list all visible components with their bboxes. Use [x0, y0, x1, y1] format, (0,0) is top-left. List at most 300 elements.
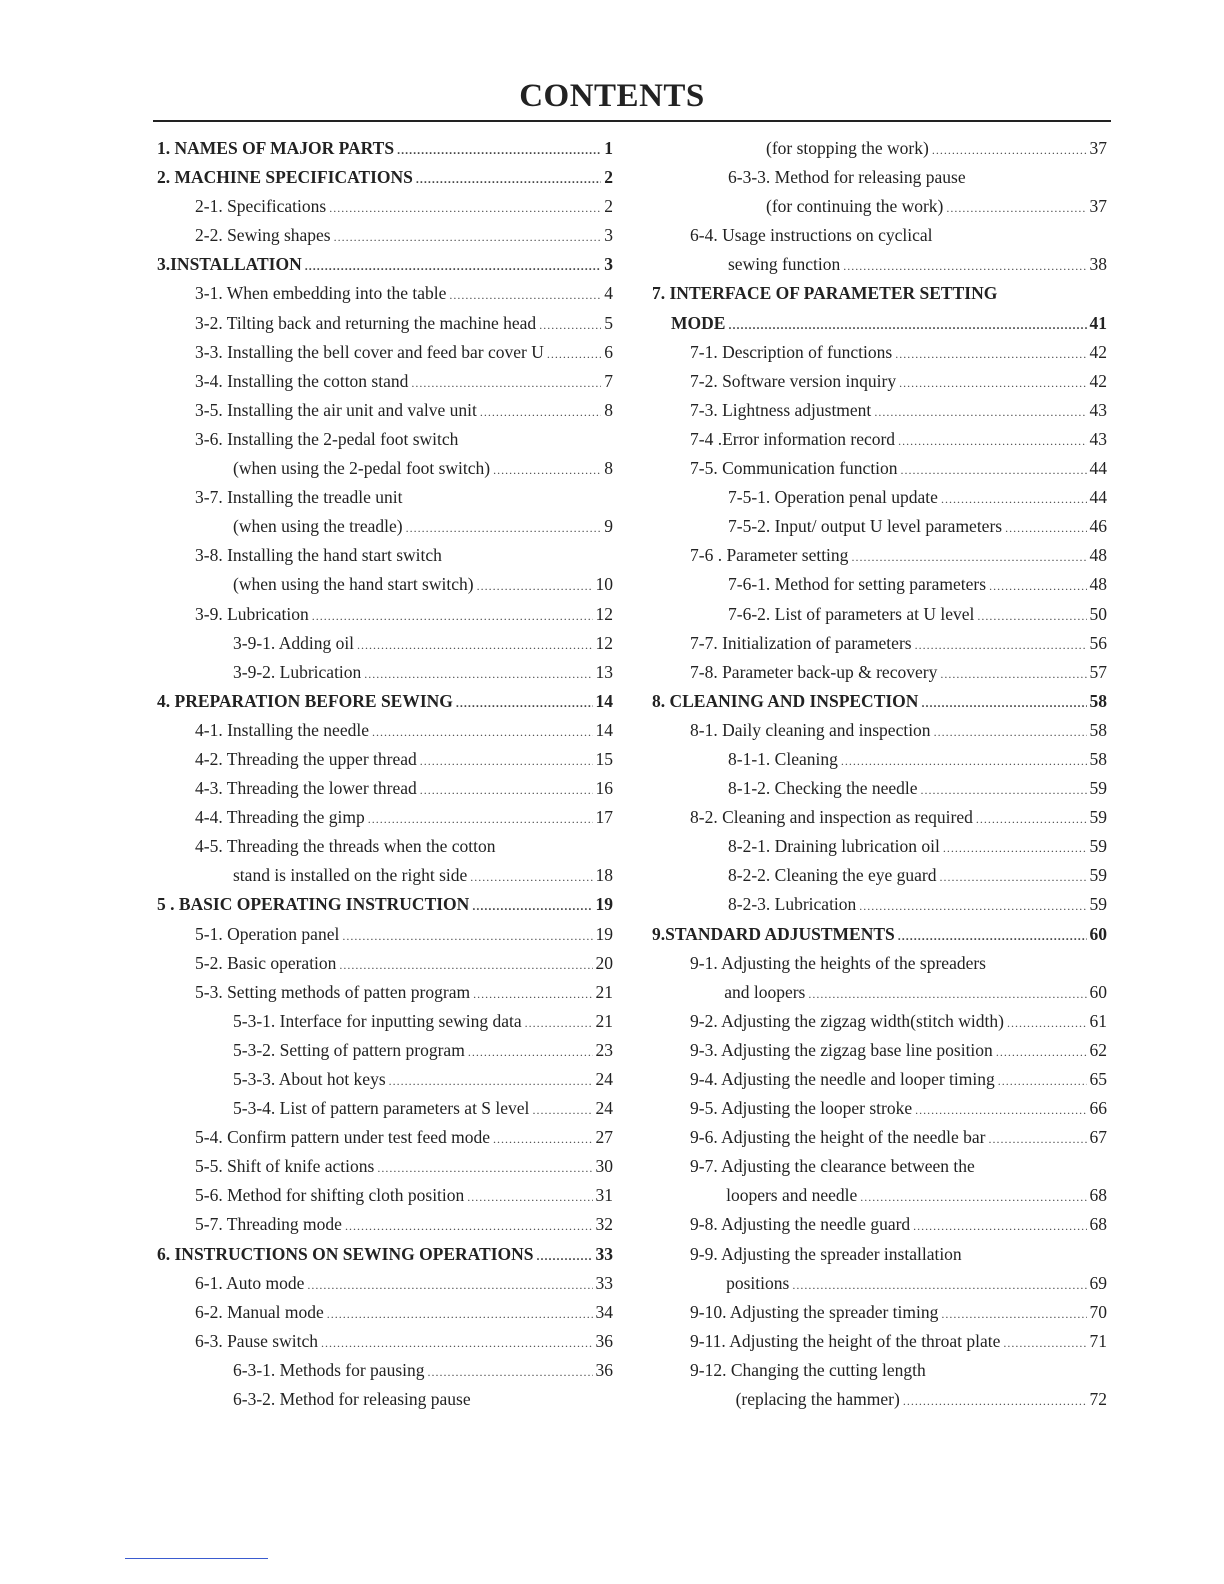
toc-entry[interactable] [157, 978, 613, 1007]
toc-entry-label: 5-4. Confirm pattern under test feed mode [195, 1127, 490, 1148]
toc-entry-label: 6-3. Pause switch [195, 1330, 318, 1351]
toc-dot-leader [932, 136, 1087, 165]
toc-entry[interactable] [157, 134, 613, 163]
toc-entry-label: 6-1. Auto mode [195, 1272, 305, 1293]
toc-entry-label: 3-5. Installing the air unit and valve unit [195, 399, 477, 420]
toc-page-number: 2 [604, 167, 613, 188]
toc-page-number: 33 [595, 1272, 613, 1293]
toc-page-number: 57 [1089, 661, 1107, 682]
toc-page-number: 18 [595, 865, 613, 886]
toc-page-number: 19 [595, 894, 613, 915]
toc-entry[interactable] [157, 192, 613, 221]
toc-dot-leader [1007, 1009, 1087, 1038]
toc-entry[interactable] [652, 1240, 1107, 1269]
toc-entry[interactable] [652, 745, 1107, 774]
toc-page-number: 69 [1089, 1272, 1107, 1293]
toc-entry[interactable] [157, 600, 613, 629]
toc-page-number: 58 [1089, 690, 1107, 711]
toc-page-number: 31 [595, 1185, 613, 1206]
toc-page-number: 66 [1089, 1098, 1107, 1119]
toc-page-number: 59 [1089, 894, 1107, 915]
toc-entry[interactable] [652, 367, 1107, 396]
toc-dot-leader [915, 1096, 1086, 1125]
toc-entry-label: 5-1. Operation panel [195, 923, 340, 944]
toc-entry[interactable] [157, 570, 613, 599]
toc-entry[interactable] [652, 483, 1107, 512]
toc-entry[interactable] [157, 1123, 613, 1152]
toc-page-number: 60 [1089, 981, 1107, 1002]
toc-page-number: 14 [595, 719, 613, 740]
toc-entry-label: 5-3-1. Interface for inputting sewing data [233, 1010, 522, 1031]
toc-dot-leader [1003, 1329, 1086, 1358]
toc-entry-label: positions [726, 1272, 790, 1293]
toc-dot-leader [851, 543, 1086, 572]
toc-page-number: 33 [595, 1243, 613, 1264]
toc-entry-label: 7-7. Initialization of parameters [690, 632, 912, 653]
toc-entry[interactable] [157, 1065, 613, 1094]
toc-entry[interactable] [652, 425, 1107, 454]
toc-entry-label: 8-2-3. Lubrication [728, 894, 857, 915]
toc-entry-label: 3-8. Installing the hand start switch [195, 545, 442, 566]
toc-entry[interactable] [157, 920, 613, 949]
toc-dot-leader [470, 863, 592, 892]
toc-page-number: 48 [1089, 545, 1107, 566]
toc-entry[interactable] [652, 1269, 1107, 1298]
toc-page-number: 61 [1089, 1010, 1107, 1031]
toc-entry[interactable] [157, 1036, 613, 1065]
toc-dot-leader [913, 1212, 1086, 1241]
toc-entry-label: 2. MACHINE SPECIFICATIONS [157, 167, 413, 188]
toc-entry[interactable] [652, 861, 1107, 890]
toc-dot-leader [420, 747, 593, 776]
toc-entry-label: 8-2. Cleaning and inspection as required [690, 807, 973, 828]
toc-entry[interactable] [652, 1007, 1107, 1036]
toc-entry-label: 5-3-2. Setting of pattern program [233, 1039, 465, 1060]
toc-entry[interactable] [652, 250, 1107, 279]
toc-page-number: 72 [1089, 1389, 1107, 1410]
toc-dot-leader [977, 602, 1086, 631]
toc-page-number: 24 [595, 1069, 613, 1089]
toc-page-number: 56 [1089, 632, 1107, 653]
toc-entry[interactable] [157, 803, 613, 832]
toc-dot-leader [321, 1329, 593, 1358]
toc-entry-label: 4. PREPARATION BEFORE SEWING [157, 690, 453, 711]
toc-entry-label: 9-11. Adjusting the height of the throat plate [690, 1330, 1001, 1351]
toc-page-number: 36 [595, 1330, 613, 1351]
toc-dot-leader [941, 485, 1087, 514]
toc-entry[interactable] [652, 163, 1107, 192]
toc-entry-label: 4-3. Threading the lower thread [195, 778, 417, 799]
toc-dot-leader [493, 456, 601, 485]
toc-page-number: 59 [1089, 778, 1107, 799]
toc-entry[interactable] [157, 541, 613, 570]
toc-entry[interactable] [157, 629, 613, 658]
toc-entry[interactable] [652, 1036, 1107, 1065]
toc-entry[interactable] [652, 1298, 1107, 1327]
toc-entry[interactable] [157, 745, 613, 774]
toc-dot-leader [406, 514, 602, 543]
toc-entry-label: 3-2. Tilting back and returning the machine head [195, 312, 537, 333]
toc-entry[interactable] [157, 949, 613, 978]
toc-dot-leader [472, 892, 592, 921]
toc-dot-leader [493, 1125, 593, 1154]
toc-page-number: 42 [1089, 370, 1107, 391]
toc-dot-leader [988, 1125, 1086, 1154]
toc-page-number: 30 [595, 1156, 613, 1177]
toc-dot-leader [940, 660, 1086, 689]
toc-entry-label: 8-1-2. Checking the needle [728, 778, 918, 799]
toc-entry-label: 7-2. Software version inquiry [690, 370, 897, 391]
toc-entry[interactable] [652, 920, 1107, 949]
toc-entry[interactable] [652, 1094, 1107, 1123]
toc-dot-leader [921, 776, 1087, 805]
toc-entry[interactable] [652, 687, 1107, 716]
toc-entry[interactable] [157, 338, 613, 367]
toc-dot-leader [860, 1183, 1086, 1212]
toc-dot-leader [898, 922, 1087, 951]
toc-page-number: 13 [595, 661, 613, 682]
toc-entry[interactable] [652, 396, 1107, 425]
toc-page-number: 3 [604, 225, 613, 246]
toc-entry-label: 9-9. Adjusting the spreader installation [690, 1243, 962, 1264]
toc-entry-label: 6-3-3. Method for releasing pause [728, 167, 966, 188]
toc-dot-leader [998, 1067, 1087, 1096]
toc-entry-label: 1. NAMES OF MAJOR PARTS [157, 138, 395, 158]
toc-entry[interactable] [652, 1210, 1107, 1239]
toc-dot-leader [903, 1387, 1087, 1416]
toc-page-number: 58 [1089, 748, 1107, 769]
toc-entry-label: (replacing the hammer) [735, 1389, 900, 1410]
toc-entry-label: 3-9. Lubrication [195, 603, 309, 624]
toc-dot-leader [467, 1183, 592, 1212]
toc-entry-label: 7-4 .Error information record [690, 428, 896, 449]
toc-dot-leader [943, 834, 1087, 863]
toc-dot-leader [377, 1154, 592, 1183]
toc-page-number: 67 [1089, 1127, 1107, 1148]
footer-line [125, 1558, 268, 1559]
toc-page-number: 70 [1089, 1301, 1107, 1322]
toc-dot-leader [397, 136, 601, 165]
toc-entry[interactable] [652, 541, 1107, 570]
toc-entry-label: 3-9-2. Lubrication [233, 661, 362, 682]
toc-entry-label: 9-10. Adjusting the spreader timing [690, 1301, 939, 1322]
toc-page-number: 9 [604, 516, 613, 537]
toc-right-column [652, 134, 1107, 1414]
toc-entry[interactable] [652, 338, 1107, 367]
toc-entry[interactable] [652, 192, 1107, 221]
toc-dot-leader [939, 863, 1086, 892]
toc-entry-label: 3-6. Installing the 2-pedal foot switch [195, 428, 459, 449]
toc-page-number: 4 [604, 283, 613, 304]
toc-entry[interactable] [157, 367, 613, 396]
toc-entry[interactable] [652, 832, 1107, 861]
toc-entry[interactable] [652, 803, 1107, 832]
toc-entry-label: (when using the treadle) [233, 516, 403, 537]
toc-entry-label: 3-7. Installing the treadle unit [195, 487, 403, 508]
toc-entry-label: 8-1. Daily cleaning and inspection [690, 719, 931, 740]
toc-page-number: 48 [1089, 574, 1107, 595]
toc-page-number: 5 [604, 312, 613, 333]
toc-entry[interactable] [157, 250, 613, 279]
toc-entry[interactable] [652, 1123, 1107, 1152]
toc-entry[interactable] [157, 221, 613, 250]
toc-page-number: 44 [1089, 458, 1107, 479]
toc-entry-label: 6-4. Usage instructions on cyclical [690, 225, 933, 246]
toc-entry[interactable] [652, 658, 1107, 687]
toc-entry-label: 5-3-4. List of pattern parameters at S level [233, 1098, 530, 1119]
toc-entry-label: 9-2. Adjusting the zigzag width(stitch width) [690, 1010, 1004, 1031]
toc-dot-leader [843, 252, 1086, 281]
toc-page-number: 23 [595, 1039, 613, 1060]
toc-entry-label: 9-5. Adjusting the looper stroke [690, 1098, 913, 1119]
toc-dot-leader [859, 892, 1086, 921]
toc-entry[interactable] [652, 134, 1107, 163]
toc-page-number: 14 [595, 690, 613, 711]
toc-entry-label: 7-8. Parameter back-up & recovery [690, 661, 938, 682]
toc-entry[interactable] [652, 716, 1107, 745]
toc-entry-label: and loopers [724, 981, 806, 1002]
toc-page-number: 27 [595, 1127, 613, 1148]
toc-entry[interactable] [652, 1385, 1107, 1414]
toc-entry[interactable] [157, 1094, 613, 1123]
toc-dot-leader [357, 631, 592, 660]
toc-page-number: 21 [595, 1010, 613, 1031]
toc-dot-leader [345, 1212, 593, 1241]
toc-entry[interactable] [652, 978, 1107, 1007]
toc-entry[interactable] [652, 774, 1107, 803]
toc-entry[interactable] [652, 1152, 1107, 1181]
toc-dot-leader [899, 369, 1086, 398]
toc-entry-label: 5-3. Setting methods of patten program [195, 981, 471, 1002]
toc-dot-leader [334, 223, 602, 252]
toc-entry-label: 7-1. Description of functions [690, 341, 893, 362]
toc-entry[interactable] [157, 483, 613, 512]
toc-entry-label: sewing function [728, 254, 841, 275]
toc-dot-leader [874, 398, 1086, 427]
toc-entry-label: 7-5. Communication function [690, 458, 898, 479]
toc-dot-leader [976, 805, 1087, 834]
toc-entry-label: 9-1. Adjusting the heights of the spreaders [690, 952, 986, 973]
toc-dot-leader [389, 1067, 593, 1096]
toc-entry-label: MODE [671, 312, 726, 333]
toc-entry[interactable] [157, 279, 613, 308]
toc-dot-leader [547, 340, 601, 369]
toc-page-number: 8 [604, 458, 613, 479]
toc-dot-leader [364, 660, 592, 689]
toc-entry-label: (for continuing the work) [766, 196, 944, 217]
toc-page-number: 32 [595, 1214, 613, 1235]
toc-page-number: 43 [1089, 428, 1107, 449]
toc-dot-leader [312, 602, 593, 631]
toc-entry[interactable] [157, 1007, 613, 1036]
toc-page-number: 46 [1089, 516, 1107, 537]
toc-left-column [157, 134, 613, 1414]
toc-page-number: 59 [1089, 836, 1107, 857]
toc-entry-label: 7-5-2. Input/ output U level parameters [728, 516, 1003, 537]
toc-dot-leader [477, 572, 593, 601]
toc-entry-label: 6. INSTRUCTIONS ON SEWING OPERATIONS [157, 1243, 534, 1264]
toc-entry-label: 3-1. When embedding into the table [195, 283, 447, 304]
toc-dot-leader [901, 456, 1087, 485]
toc-entry[interactable] [157, 658, 613, 687]
toc-entry[interactable] [157, 716, 613, 745]
toc-page-number: 65 [1089, 1069, 1107, 1089]
toc-dot-leader [895, 340, 1086, 369]
toc-page-number: 17 [595, 807, 613, 828]
toc-page-number: 8 [604, 399, 613, 420]
toc-entry-label: 3-3. Installing the bell cover and feed bar cover U [195, 341, 544, 362]
toc-entry-label: 4-4. Threading the gimp [195, 807, 365, 828]
toc-dot-leader [941, 1300, 1086, 1329]
toc-entry-label: stand is installed on the right side [233, 865, 468, 886]
toc-dot-leader [525, 1009, 593, 1038]
toc-dot-leader [841, 747, 1087, 776]
toc-page-number: 10 [595, 574, 613, 595]
toc-entry[interactable] [652, 629, 1107, 658]
toc-page-number: 6 [604, 341, 613, 362]
toc-page-number: 7 [604, 370, 613, 391]
toc-entry[interactable] [157, 425, 613, 454]
toc-entry-label: 5-6. Method for shifting cloth position [195, 1185, 465, 1206]
toc-entry-label: 4-5. Threading the threads when the cotton [195, 836, 496, 857]
toc-entry[interactable] [652, 512, 1107, 541]
toc-page-number: 60 [1089, 923, 1107, 944]
toc-entry[interactable] [652, 600, 1107, 629]
toc-entry[interactable] [157, 1385, 613, 1414]
toc-entry-label: 9.STANDARD ADJUSTMENTS [652, 923, 895, 944]
toc-entry[interactable] [157, 890, 613, 919]
title-rule [153, 120, 1111, 122]
toc-entry[interactable] [157, 1210, 613, 1239]
toc-entry-label: 5-2. Basic operation [195, 952, 337, 973]
toc-dot-leader [456, 689, 593, 718]
toc-dot-leader [532, 1096, 592, 1125]
toc-dot-leader [539, 311, 601, 340]
toc-entry[interactable] [652, 1356, 1107, 1385]
toc-entry-label: 8-2-2. Cleaning the eye guard [728, 865, 937, 886]
toc-page-number: 3 [604, 254, 613, 275]
toc-dot-leader [792, 1271, 1086, 1300]
toc-entry-label: 8-1-1. Cleaning [728, 748, 838, 769]
toc-entry[interactable] [652, 1065, 1107, 1094]
toc-page-number: 71 [1089, 1330, 1107, 1351]
toc-entry[interactable] [157, 687, 613, 716]
toc-entry-label: 3-4. Installing the cotton stand [195, 370, 409, 391]
toc-entry-label: 3.INSTALLATION [157, 254, 302, 275]
toc-entry-label: 5-7. Threading mode [195, 1214, 342, 1235]
toc-entry-label: 3-9-1. Adding oil [233, 632, 355, 653]
toc-page-number: 20 [595, 952, 613, 973]
toc-dot-leader [473, 980, 592, 1009]
toc-entry[interactable] [157, 774, 613, 803]
toc-entry-label: 9-3. Adjusting the zigzag base line position [690, 1039, 993, 1060]
toc-dot-leader [946, 194, 1086, 223]
toc-entry[interactable] [157, 832, 613, 861]
toc-entry[interactable] [652, 454, 1107, 483]
toc-page-number: 19 [595, 923, 613, 944]
toc-entry[interactable] [652, 279, 1107, 308]
toc-dot-leader [480, 398, 601, 427]
toc-entry-label: (for stopping the work) [766, 138, 929, 158]
toc-entry[interactable] [157, 1152, 613, 1181]
toc-dot-leader [416, 165, 601, 194]
toc-page-number: 41 [1089, 312, 1107, 333]
toc-page-number: 42 [1089, 341, 1107, 362]
toc-dot-leader [307, 1271, 592, 1300]
toc-entry-label: 6-3-2. Method for releasing pause [233, 1389, 471, 1410]
toc-page-number: 24 [595, 1098, 613, 1119]
toc-entry[interactable] [157, 1298, 613, 1327]
toc-entry-label: 9-6. Adjusting the height of the needle bar [690, 1127, 986, 1148]
toc-entry-label: 9-12. Changing the cutting length [690, 1359, 926, 1380]
toc-entry[interactable] [157, 1269, 613, 1298]
toc-entry-label: (when using the 2-pedal foot switch) [233, 458, 491, 479]
toc-entry-label: 9-8. Adjusting the needle guard [690, 1214, 911, 1235]
toc-entry[interactable] [157, 1356, 613, 1385]
toc-page-number: 12 [595, 603, 613, 624]
toc-page-number: 44 [1089, 487, 1107, 508]
toc-entry[interactable] [652, 1181, 1107, 1210]
toc-entry-label: 2-1. Specifications [195, 196, 327, 217]
toc-entry-label: 8-2-1. Draining lubrication oil [728, 836, 940, 857]
toc-entry-label: 7-6-2. List of parameters at U level [728, 603, 975, 624]
toc-entry-label: 6-3-1. Methods for pausing [233, 1359, 425, 1380]
toc-page-number: 37 [1089, 138, 1107, 158]
toc-entry[interactable] [157, 454, 613, 483]
toc-page-number: 59 [1089, 865, 1107, 886]
toc-entry[interactable] [157, 861, 613, 890]
toc-dot-leader [1005, 514, 1086, 543]
toc-entry[interactable] [652, 949, 1107, 978]
toc-dot-leader [372, 718, 593, 747]
toc-entry[interactable] [157, 163, 613, 192]
toc-entry-label: 9-7. Adjusting the clearance between the [690, 1156, 975, 1177]
toc-entry[interactable] [652, 221, 1107, 250]
toc-page-number: 38 [1089, 254, 1107, 275]
toc-page-number: 50 [1089, 603, 1107, 624]
toc-page-number: 59 [1089, 807, 1107, 828]
toc-entry[interactable] [157, 309, 613, 338]
toc-page-number: 21 [595, 981, 613, 1002]
toc-dot-leader [368, 805, 593, 834]
toc-dot-leader [342, 922, 592, 951]
toc-entry[interactable] [652, 1327, 1107, 1356]
toc-dot-leader [921, 689, 1086, 718]
toc-dot-leader [989, 572, 1086, 601]
page-title: CONTENTS [519, 78, 705, 114]
toc-entry-label: 2-2. Sewing shapes [195, 225, 331, 246]
toc-entry-label: 5-3-3. About hot keys [233, 1069, 386, 1089]
toc-entry[interactable] [157, 1240, 613, 1269]
toc-entry[interactable] [157, 1327, 613, 1356]
toc-dot-leader [468, 1038, 593, 1067]
toc-entry[interactable] [652, 309, 1107, 338]
toc-entry-label: loopers and needle [726, 1185, 858, 1206]
toc-entry[interactable] [157, 512, 613, 541]
toc-entry-label: 4-1. Installing the needle [195, 719, 369, 740]
toc-entry[interactable] [157, 1181, 613, 1210]
toc-entry-label: 9-4. Adjusting the needle and looper timing [690, 1069, 995, 1089]
toc-entry-label: 8. CLEANING AND INSPECTION [652, 690, 919, 711]
toc-entry-label: 5-5. Shift of knife actions [195, 1156, 375, 1177]
toc-entry[interactable] [157, 396, 613, 425]
toc-entry[interactable] [652, 890, 1107, 919]
toc-dot-leader [449, 281, 601, 310]
toc-dot-leader [728, 311, 1086, 340]
toc-dot-leader [305, 252, 602, 281]
toc-entry[interactable] [652, 570, 1107, 599]
toc-dot-leader [420, 776, 593, 805]
